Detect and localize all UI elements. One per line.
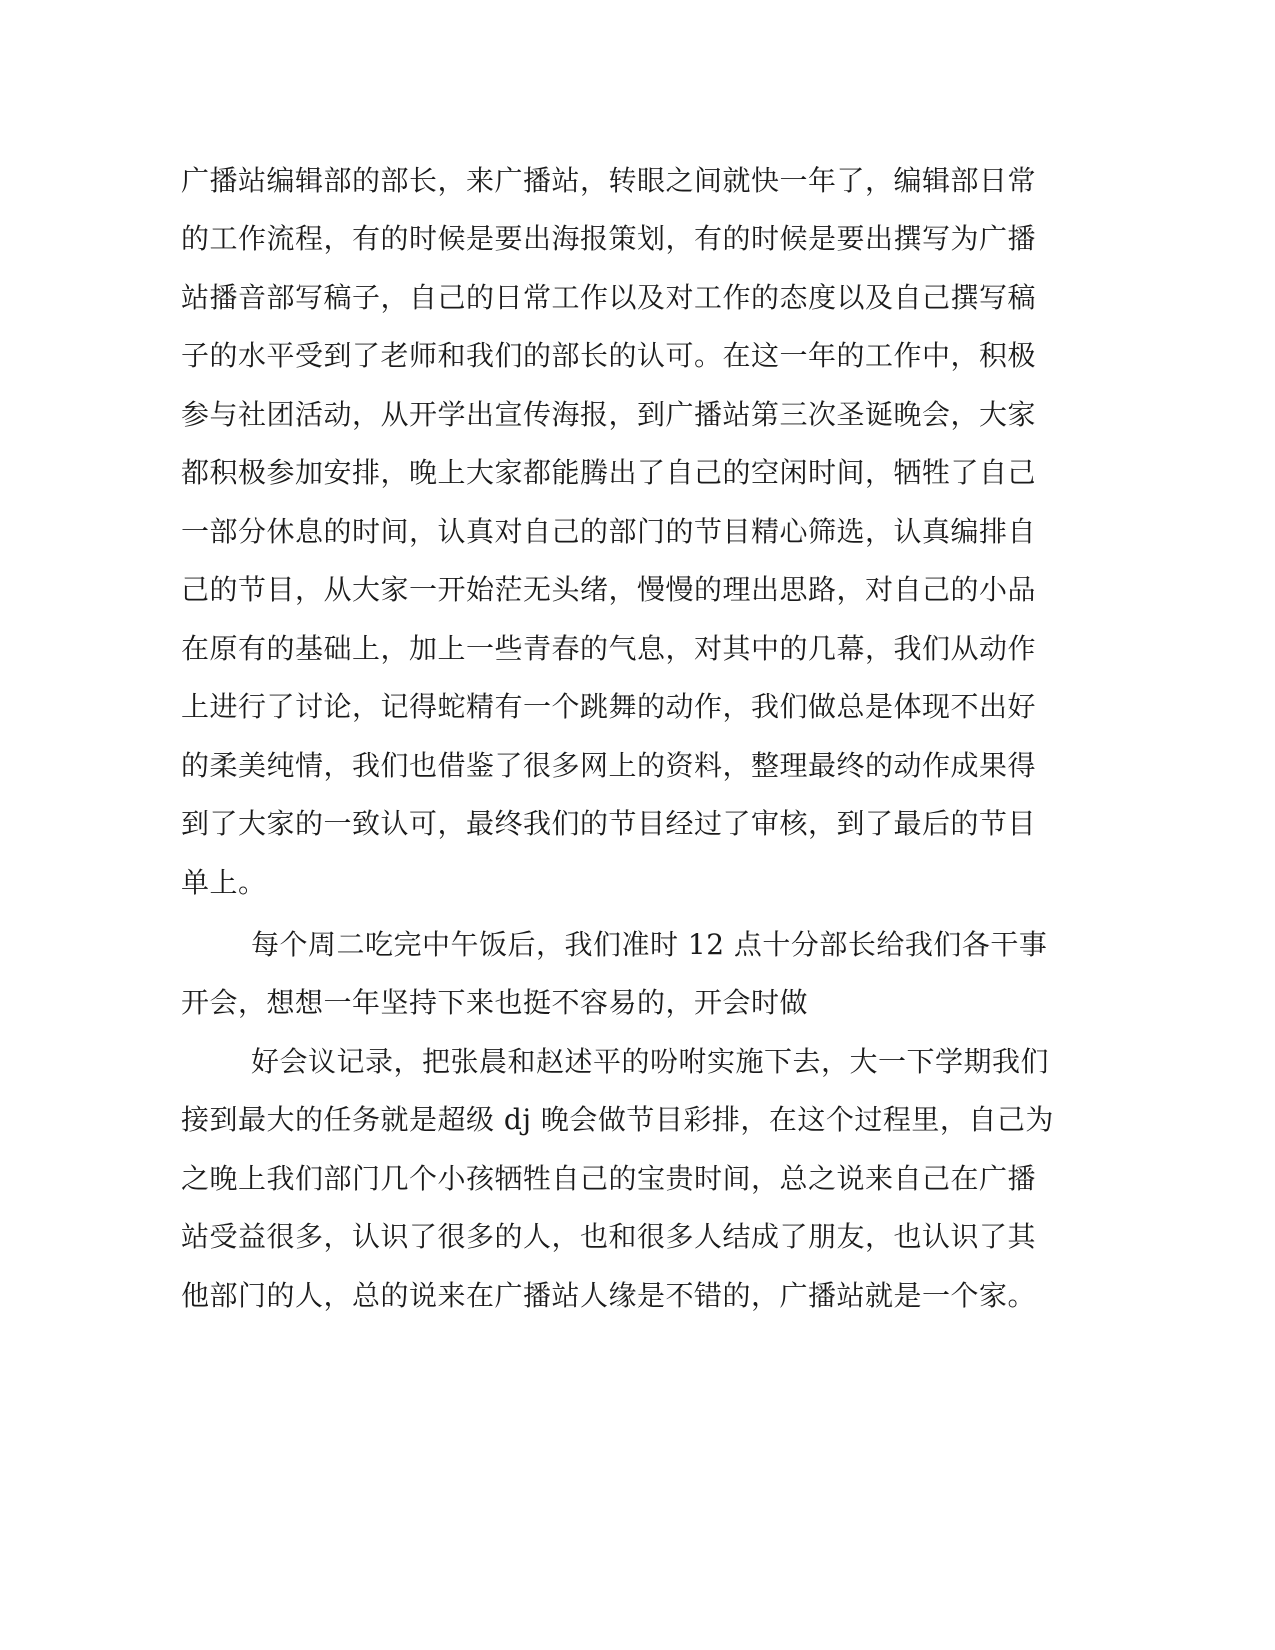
text-line: 参与社团活动，从开学出宣传海报，到广播站第三次圣诞晚会，大家 xyxy=(181,398,1037,431)
text-line: 子的水平受到了老师和我们的部长的认可。在这一年的工作中，积极 xyxy=(181,339,1037,372)
text-line: 他部门的人，总的说来在广播站人缘是不错的，广播站就是一个家。 xyxy=(181,1279,1037,1312)
text-line: 的柔美纯情，我们也借鉴了很多网上的资料，整理最终的动作成果得 xyxy=(181,749,1037,782)
text-line: 之晚上我们部门几个小孩牺牲自己的宝贵时间，总之说来自己在广播 xyxy=(181,1162,1037,1195)
text-line: 单上。 xyxy=(181,866,267,899)
text-line: 好会议记录，把张晨和赵述平的吩咐实施下去，大一下学期我们 xyxy=(251,1045,1050,1078)
text-line: 在原有的基础上，加上一些青春的气息，对其中的几幕，我们从动作 xyxy=(181,632,1037,665)
text-line: 一部分休息的时间，认真对自己的部门的节目精心筛选，认真编排自 xyxy=(181,515,1037,548)
text-line: 站受益很多，认识了很多的人，也和很多人结成了朋友，也认识了其 xyxy=(181,1220,1037,1253)
text-line: 每个周二吃完中午饭后，我们准时 12 点十分部长给我们各干事 xyxy=(251,928,1048,961)
text-line: 广播站编辑部的部长，来广播站，转眼之间就快一年了，编辑部日常 xyxy=(181,164,1037,197)
text-line: 都积极参加安排，晚上大家都能腾出了自己的空闲时间，牺牲了自己 xyxy=(181,456,1037,489)
text-line: 接到最大的任务就是超级 dj 晚会做节目彩排，在这个过程里，自己为 xyxy=(181,1103,1054,1136)
text-line: 的工作流程，有的时候是要出海报策划，有的时候是要出撰写为广播 xyxy=(181,222,1037,255)
text-line: 到了大家的一致认可，最终我们的节目经过了审核，到了最后的节目 xyxy=(181,807,1037,840)
text-line: 站播音部写稿子，自己的日常工作以及对工作的态度以及自己撰写稿 xyxy=(181,281,1037,314)
text-line: 上进行了讨论，记得蛇精有一个跳舞的动作，我们做总是体现不出好 xyxy=(181,690,1037,723)
text-line: 开会，想想一年坚持下来也挺不容易的，开会时做 xyxy=(181,986,809,1019)
text-line: 己的节目，从大家一开始茫无头绪，慢慢的理出思路，对自己的小品 xyxy=(181,573,1037,606)
